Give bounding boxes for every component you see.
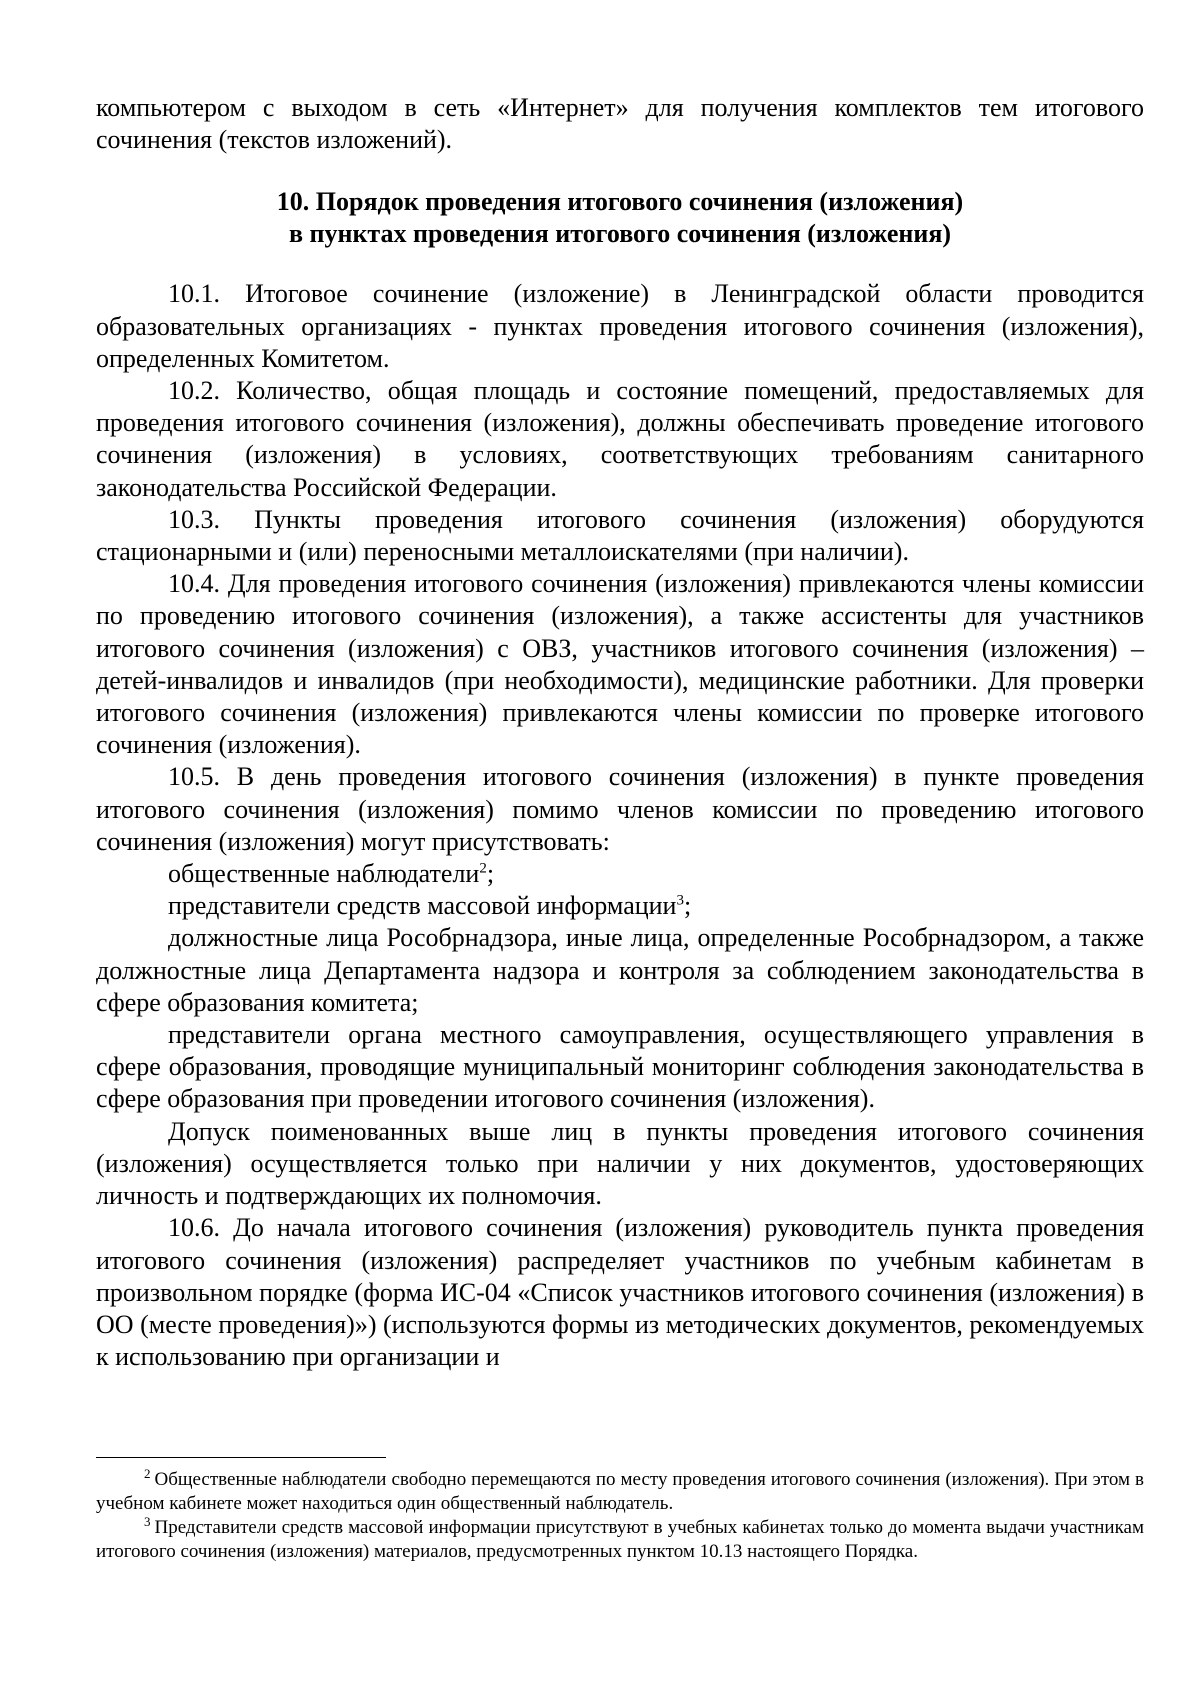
list-item-officials: должностные лица Рособрнадзора, иные лица, определенные Рособрнадзором, а также должностные лица Департамента надзора и контроля за соблюдением законодательства в сфере образования комитета;	[96, 923, 1144, 1017]
footnote-mark: 3	[144, 1513, 151, 1529]
footnote-3	[96, 1513, 1144, 1564]
footnote-divider	[96, 1457, 386, 1458]
paragraph-10-4: 10.4. Для проведения итогового сочинения (изложения) привлекаются члены комиссии по проведению итогового сочинения (изложения), а также ассистенты для участников итогового сочинения (изложения) с ОВЗ, участников итогового сочинения (изложения) – детей-инвалидов и инвалидов (при необходимости), медицинские работники. Для проверки итогового сочинения (изложения) привлекаются члены комиссии по проверке итогового сочинения (изложения).	[96, 569, 1144, 760]
footnote-ref-2[interactable]: 2	[479, 860, 487, 877]
paragraph-continuation: компьютером с выходом в сеть «Интернет» для получения комплектов тем итогового сочинения (текстов изложений).	[96, 93, 1144, 155]
document-body	[96, 92, 1144, 1373]
list-item-media-text: представители средств массовой информации	[168, 891, 677, 921]
list-item-end: ;	[486, 859, 495, 889]
paragraph-10-2: 10.2. Количество, общая площадь и состояние помещений, предоставляемых для проведения итогового сочинения (изложения), должны обеспечивать проведение итогового сочинения (изложения) в условиях, соответствующих требованиям санитарного законодательства Российской Федерации.	[96, 376, 1144, 502]
footnotes-section	[96, 1457, 1144, 1564]
paragraph-access: Допуск поименованных выше лиц в пункты проведения итогового сочинения (изложения) осуществляется только при наличии у них документов, удостоверяющих личность и подтверждающих их полномочия.	[96, 1116, 1144, 1211]
paragraph-10-3: 10.3. Пункты проведения итогового сочинения (изложения) оборудуются стационарными и (или) переносными металлоискателями (при наличии).	[96, 504, 1144, 567]
paragraph-10-5: 10.5. В день проведения итогового сочинения (изложения) в пункте проведения итогового сочинения (изложения) помимо членов комиссии по проведению итогового сочинения (изложения) могут присутствовать:	[96, 762, 1144, 856]
footnote-2	[96, 1465, 1144, 1516]
section-heading-line-1: 10. Порядок проведения итогового сочинения (изложения)	[276, 187, 964, 217]
section-heading-line-2: в пунктах проведения итогового сочинения (изложения)	[288, 219, 952, 249]
list-item-media	[96, 890, 1144, 922]
list-item-local-government: представители органа местного самоуправления, осуществляющего управления в сфере образования, проводящие муниципальный мониторинг соблюдения законодательства в сфере образования при проведении итогового сочинения (изложения).	[96, 1020, 1144, 1114]
list-item-end: ;	[683, 891, 692, 921]
list-item-observers-text: общественные наблюдатели	[168, 859, 480, 889]
section-heading	[96, 186, 1144, 250]
list-item-observers	[96, 858, 1144, 890]
footnote-text: Общественные наблюдатели свободно перемещаются по месту проведения итогового сочинения (изложения). При этом в учебном кабинете может находиться один общественный наблюдатель.	[96, 1469, 1144, 1514]
footnote-text: Представители средств массовой информации присутствуют в учебных кабинетах только до момента выдачи участникам итогового сочинения (изложения) материалов, предусмотренных пунктом 10.13 настоящего Порядка.	[96, 1517, 1144, 1562]
footnote-ref-3[interactable]: 3	[676, 892, 684, 909]
paragraph-10-6: 10.6. До начала итогового сочинения (изложения) руководитель пункта проведения итогового сочинения (изложения) распределяет участников по учебным кабинетам в произвольном порядке (форма ИС-04 «Список участников итогового сочинения (изложения) в ОО (месте проведения)») (используются формы из методических документов, рекомендуемых к использованию при организации и	[96, 1213, 1144, 1372]
footnote-mark: 2	[144, 1465, 151, 1481]
paragraph-10-1: 10.1. Итоговое сочинение (изложение) в Ленинградской области проводится образовательных организациях - пунктах проведения итогового сочинения (изложения), определенных Комитетом.	[96, 279, 1144, 373]
